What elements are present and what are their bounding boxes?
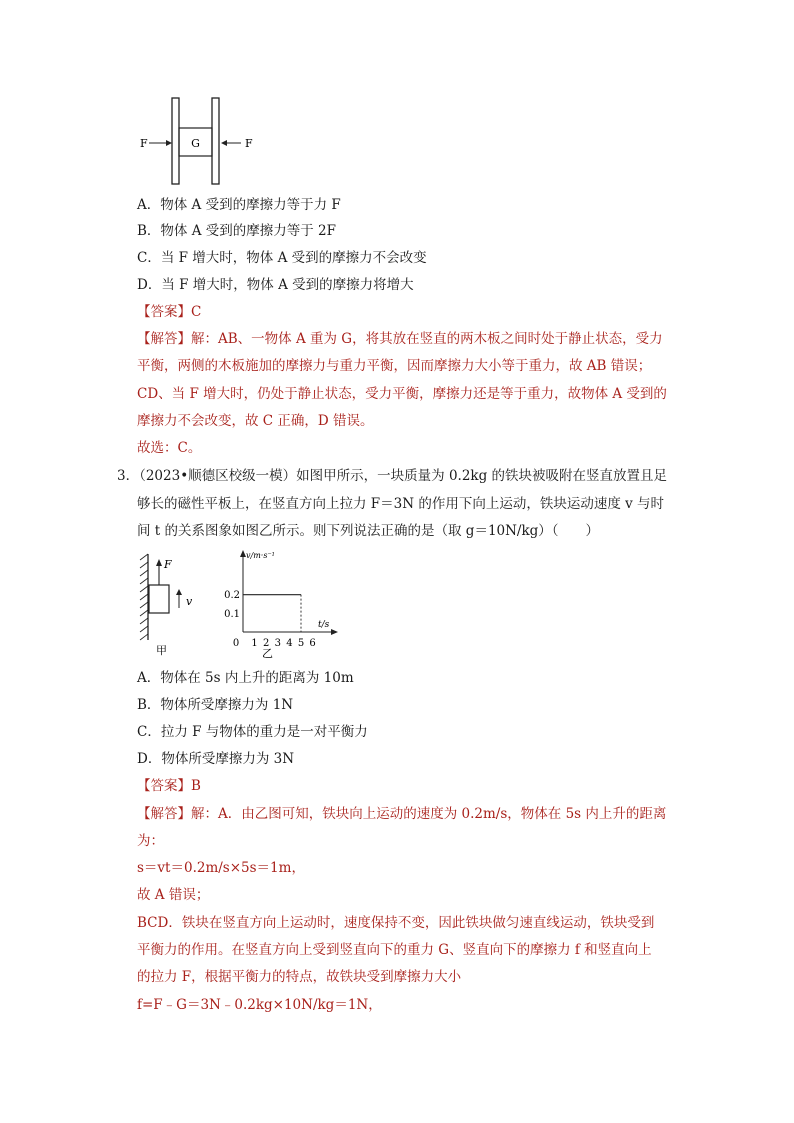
q2-option-d: D．当 F 增大时，物体 A 受到的摩擦力将增大	[137, 277, 414, 293]
analysis-tag: 【解答】	[137, 331, 191, 347]
x-tick-label: 0	[232, 638, 240, 649]
analysis-text: 解：A．由乙图可知，铁块向上运动的速度为 0.2m/s，物体在 5s 内上升的距离	[191, 806, 667, 822]
answer-value: B	[191, 778, 201, 794]
right-board	[212, 98, 219, 184]
q3-stem-line-3: 间 t 的关系图象如图乙所示。则下列说法正确的是（取 g＝10N/kg）（ ）	[137, 523, 600, 539]
q3-analysis-line-6: 平衡力的作用。在竖直方向上受到竖直向下的重力 G、竖直向下的摩擦力 f 和竖直向上	[137, 942, 652, 958]
right-force-label: F	[245, 137, 253, 150]
velocity-label: v	[186, 595, 193, 608]
answer-tag: 【答案】	[137, 778, 191, 794]
q3-stem-line-2: 够长的磁性平板上，在竖直方向上拉力 F＝3N 的作用下向上运动，铁块运动速度 v 与时	[137, 496, 665, 512]
q3-answer	[137, 777, 201, 795]
analysis-tag: 【解答】	[137, 806, 191, 822]
q3-analysis-line-8: f=F﹣G＝3N﹣0.2kg×10N/kg＝1N，	[137, 997, 382, 1013]
q3-analysis-line-2: 为：	[137, 833, 164, 849]
right-arrow-head	[221, 140, 227, 146]
x-axis-arrow	[331, 629, 338, 635]
q3-analysis-line-5: BCD．铁块在竖直方向上运动时，速度保持不变，因此铁块做匀速直线运动，铁块受到	[137, 915, 655, 931]
y-axis-label: v/m·s⁻¹	[246, 551, 275, 560]
boards-figure	[134, 96, 264, 188]
q2-option-c: C．当 F 增大时，物体 A 受到的摩擦力不会改变	[137, 250, 427, 266]
x-tick-label: 6	[309, 638, 316, 649]
q3-option-a: A．物体在 5s 内上升的距离为 10m	[137, 670, 354, 686]
answer-value: C	[191, 304, 202, 320]
left-board	[172, 98, 179, 184]
q2-option-b: B．物体 A 受到的摩擦力等于 2F	[137, 223, 336, 239]
q2-conclusion: 故选：C。	[137, 440, 202, 456]
q2-analysis-line-1	[137, 330, 663, 348]
x-tick-label: 1	[251, 638, 258, 649]
force-arrow-head	[156, 559, 162, 566]
q3-analysis-line-3: s＝vt＝0.2m/s×5s＝1m，	[137, 860, 305, 876]
x-tick-label: 5	[297, 638, 305, 649]
q3-analysis-line-7: 的拉力 F，根据平衡力的特点，故铁块受到摩擦力大小	[137, 969, 462, 985]
left-force-label: F	[140, 137, 148, 150]
answer-tag: 【答案】	[137, 304, 191, 320]
fig-jia	[136, 550, 206, 660]
q2-analysis-line-3: CD、当 F 增大时，仍处于静止状态，受力平衡，摩擦力还是等于重力，故物体 A 受到的	[137, 386, 667, 402]
velocity-arrow-head	[176, 589, 182, 595]
x-tick-label: 4	[286, 638, 293, 649]
x-axis-label: t/s	[318, 620, 330, 630]
x-tick-label: 3	[274, 638, 281, 649]
left-arrow-head	[166, 140, 172, 146]
y-tick-label: 0.2	[224, 590, 240, 602]
vt-chart	[222, 548, 342, 660]
q3-analysis-line-1	[137, 805, 666, 823]
y-tick-label: 0.1	[224, 608, 240, 620]
fig-jia-caption: 甲	[156, 644, 167, 657]
q3-option-c: C．拉力 F 与物体的重力是一对平衡力	[137, 724, 368, 740]
q2-option-a: A．物体 A 受到的摩擦力等于力 F	[137, 197, 341, 213]
fig-yi-caption: 乙	[262, 647, 273, 660]
wall-hatching	[140, 554, 148, 640]
q2-answer	[137, 303, 201, 321]
q3-analysis-line-4: 故 A 错误；	[137, 887, 210, 903]
iron-block	[149, 585, 169, 613]
q3-option-b: B．物体所受摩擦力为 1N	[137, 697, 294, 713]
q2-analysis-line-4: 摩擦力不会改变，故 C 正确，D 错误。	[137, 413, 374, 429]
block-label: G	[191, 137, 200, 150]
analysis-text: 解：AB、一物体 A 重为 G，将其放在竖直的两木板之间时处于静止状态，受力	[191, 331, 663, 347]
q3-stem-line-1: 3．（2023•顺德区校级一模）如图甲所示，一块质量为 0.2kg 的铁块被吸附在竖直放置且足	[117, 468, 668, 484]
force-label: F	[164, 558, 172, 571]
q3-option-d: D．物体所受摩擦力为 3N	[137, 751, 295, 767]
x-tick-label: 2	[263, 638, 270, 649]
q2-analysis-line-2: 平衡，两侧的木板施加的摩擦力与重力平衡，因而摩擦力大小等于重力，故 AB 错误；	[137, 358, 652, 374]
